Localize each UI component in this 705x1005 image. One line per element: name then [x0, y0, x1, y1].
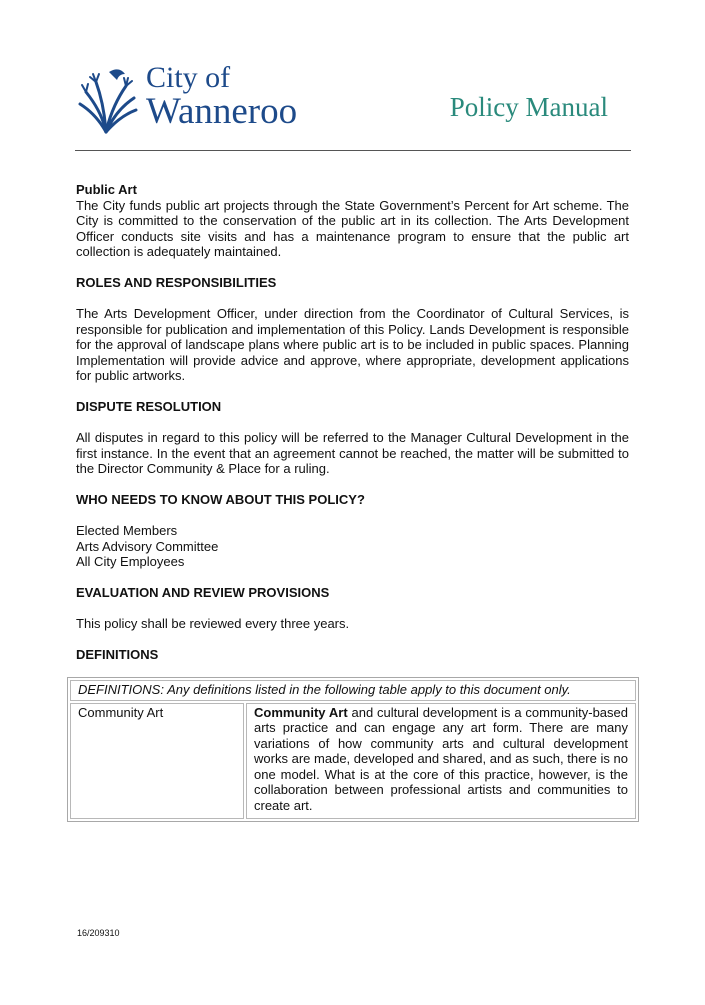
public-art-paragraph: The City funds public art projects through the State Government’s Percent for Art scheme. The City is committed to the conservation of the public art in its collection. The Arts Development Officer conducts site visits and has a maintenance program to ensure that the public art collection is adequately maintained. [76, 197, 629, 259]
roles-heading: ROLES AND RESPONSIBILITIES [76, 275, 277, 290]
public-art-heading: Public Art [76, 182, 137, 197]
who-heading: WHO NEEDS TO KNOW ABOUT THIS POLICY? [76, 492, 365, 507]
dispute-paragraph: All disputes in regard to this policy will be referred to the Manager Cultural Development in the first instance. In the event that an agreement cannot be reached, the matter will be submitted to the Director Community & Place for a ruling. [76, 430, 629, 476]
who-list-item: Elected Members [76, 523, 178, 538]
who-list-item: All City Employees [76, 554, 185, 569]
evaluation-paragraph: This policy shall be reviewed every three years. [76, 616, 350, 631]
table-row [70, 703, 636, 819]
definitions-heading: DEFINITIONS [76, 647, 159, 662]
evaluation-heading: EVALUATION AND REVIEW PROVISIONS [76, 585, 330, 600]
dispute-heading: DISPUTE RESOLUTION [76, 399, 222, 414]
city-logo [76, 62, 326, 134]
logo-text-wanneroo: Wanneroo [146, 91, 298, 132]
definitions-table [67, 677, 639, 822]
who-list-item: Arts Advisory Committee [76, 538, 219, 554]
document-body [76, 182, 629, 663]
roles-paragraph: The Arts Development Officer, under direction from the Coordinator of Cultural Services, is responsible for publication and implementation of this Policy. Lands Development is responsible for the approval of landscape plans where public art is to be included in public spaces. Planning Implementation will provide advice and approve, where appropriate, development applications for public artworks. [76, 306, 629, 383]
definitions-table-header: DEFINITIONS: Any definitions listed in the following table apply to this document only. [70, 680, 636, 701]
definition-term-bold: Community Art [254, 704, 348, 720]
policy-manual-title: Policy Manual [449, 92, 608, 122]
document-number: 16/209310 [77, 928, 120, 938]
header-divider [75, 150, 631, 151]
definition-text: and cultural development is a community-based arts practice and can engage any art form. There are many variations of how community arts and cultural development works are made, developed and shared, and as such, there is no one model. What is at the core of this practice, however, is the collaboration between professional artists and communities to create art. [254, 704, 628, 813]
logo-text-city-of: City of [146, 61, 231, 94]
definition-description [246, 703, 636, 819]
definition-term: Community Art [70, 703, 244, 819]
grass-tree-logo-icon [76, 64, 138, 134]
